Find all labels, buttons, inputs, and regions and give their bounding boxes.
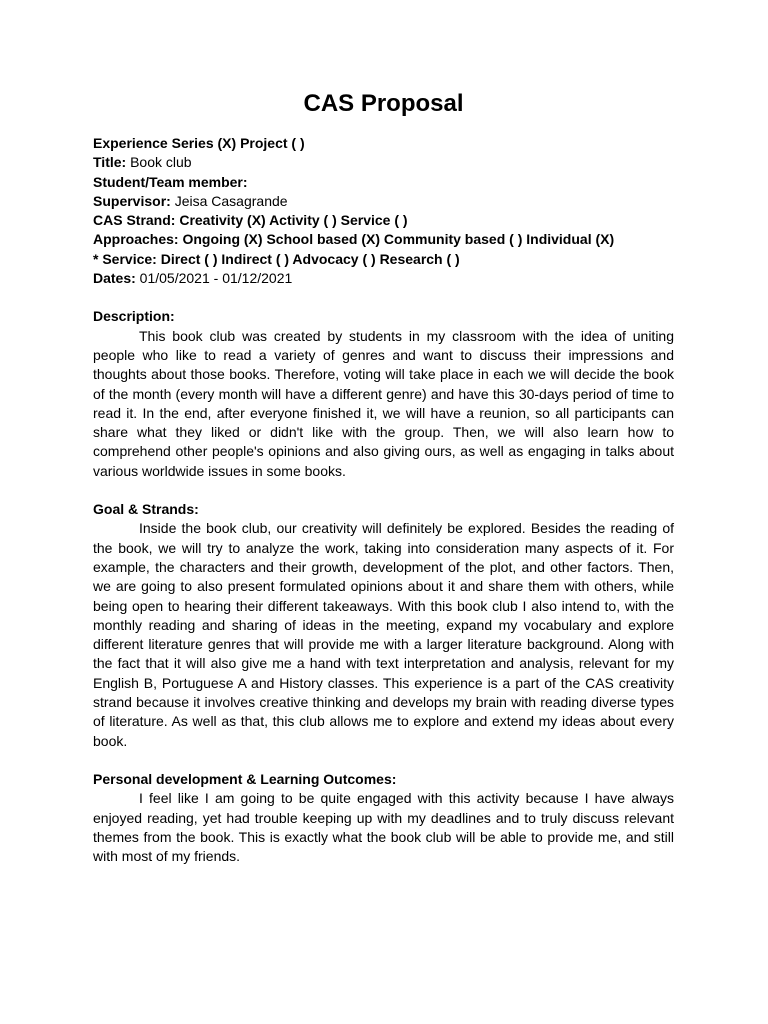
strand-line: CAS Strand: Creativity (X) Activity ( ) Service ( ) xyxy=(93,212,408,229)
supervisor-label: Supervisor: xyxy=(93,192,171,209)
section-description xyxy=(93,307,674,481)
section-body: I feel like I am going to be quite engaged with this activity because I have always enjoyed reading, yet had trouble keeping up with my deadlines and to truly discuss relevant themes from the book. This is exactly what the book club will be able to provide me, and still with most of my friends. xyxy=(93,790,674,865)
section-body: This book club was created by students in my classroom with the idea of uniting people who like to read a variety of genres and want to discuss their impressions and thoughts about those books. Therefore, voting will take place in each we will decide the book of the month (every month will have a different genre) and have this 30-days period of time to read it. In the end, after everyone finished it, we will have a reunion, so all participants can share what they liked or didn't like with the group. Then, we will also learn how to comprehend other people's opinions and also giving ours, as well as engaging in talks about various worldwide issues in some books. xyxy=(93,327,674,479)
title-line xyxy=(93,153,674,172)
dates-line xyxy=(93,269,674,288)
experience-line: Experience Series (X) Project ( ) xyxy=(93,135,305,151)
supervisor-value: Jeisa Casagrande xyxy=(170,192,288,209)
approaches-line: Approaches: Ongoing (X) School based (X) Community based ( ) Individual (X) xyxy=(93,231,615,248)
proposal-details xyxy=(93,134,674,288)
section-body: Inside the book club, our creativity will definitely be explored. Besides the reading of the book, we will try to analyze the work, taking into consideration many aspects of it. For example, the characters and their growth, development of the plot, and other factors. Then, we are going to also present formulated opinions about it and share them with others, while being open to hearing their different takeaways. With this book club I also intend to, with the monthly reading and sharing of ideas in the meeting, expand my vocabulary and explore different literature genres that will provide me with a larger literature background. Along with the fact that it will also give me a hand with text interpretation and analysis, relevant for my English B, Portuguese A and History classes. This experience is a part of the CAS creativity strand because it involves creative thinking and develops my brain with reading diverse types of literature. As well as that, this club allows me to explore and extend my ideas about every book. xyxy=(93,520,674,749)
section-goal-strands xyxy=(93,500,674,751)
service-line: * Service: Direct ( ) Indirect ( ) Advocacy ( ) Research ( ) xyxy=(93,250,460,267)
section-heading: Goal & Strands: xyxy=(93,501,199,518)
student-line: Student/Team member: xyxy=(93,173,248,190)
document-title: CAS Proposal xyxy=(303,90,464,117)
section-heading: Description: xyxy=(93,308,175,325)
supervisor-line xyxy=(93,192,674,211)
title-label: Title: xyxy=(93,154,127,171)
dates-value: 01/05/2021 - 01/12/2021 xyxy=(135,270,293,287)
section-personal-development xyxy=(93,770,674,866)
dates-label: Dates: xyxy=(93,270,136,287)
section-heading: Personal development & Learning Outcomes: xyxy=(93,770,397,787)
title-value: Book club xyxy=(126,154,192,171)
